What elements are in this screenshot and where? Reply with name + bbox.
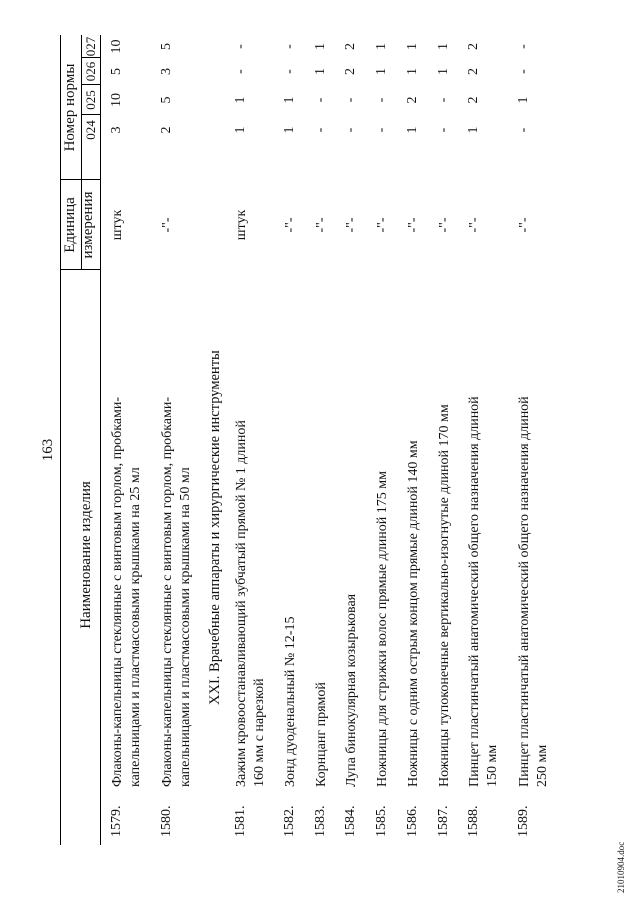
row-norm-027: 10 xyxy=(109,39,124,54)
row-name-line1: Корнцанг прямой xyxy=(314,682,329,787)
row-norm-026: 1 xyxy=(374,68,389,75)
row-name-line1: Ножницы для стрижки волос прямые длиной 175 мм xyxy=(375,471,390,787)
row-unit: -"- xyxy=(406,217,421,233)
header-norm-026: 026 xyxy=(83,61,98,82)
row-name-line2: капельницами и пластмассовыми крышками на 25 мл xyxy=(128,467,143,787)
header-norm-025: 025 xyxy=(83,90,98,110)
row-unit: -"- xyxy=(375,217,390,233)
row-name-line2: 160 мм с нарезкой xyxy=(252,678,267,787)
section-title: XXI. Врачебные аппараты и хирургические инструменты xyxy=(207,350,223,705)
row-name-line1: Пинцет пластинчатый анатомический общего назначения длиной xyxy=(467,396,482,787)
row-name-line1: Ножницы с одним острым концом прямые длиной 140 мм xyxy=(406,440,421,787)
row-norm-024: - xyxy=(313,127,328,133)
row-norm-026: 1 xyxy=(405,68,420,75)
row-norm-026: - xyxy=(233,69,248,74)
row-number: 1584. xyxy=(343,805,358,837)
header-bottom-rule xyxy=(100,35,101,845)
row-norm-027: - xyxy=(233,44,248,49)
header-unit-line2: измерения xyxy=(80,191,96,259)
row-norm-024: - xyxy=(516,127,531,133)
row-norm-025: 1 xyxy=(233,96,248,104)
header-norm-group: Номер нормы xyxy=(62,63,78,152)
row-norm-027: - xyxy=(282,44,297,49)
row-number: 1583. xyxy=(313,805,328,837)
row-unit: -"- xyxy=(344,217,359,233)
row-norm-027: 2 xyxy=(343,43,358,50)
table-top-rule xyxy=(60,35,61,845)
row-number: 1588. xyxy=(466,805,481,837)
row-norm-024: - xyxy=(374,127,389,133)
row-name-line2: 250 мм xyxy=(535,744,550,787)
row-norm-026: 5 xyxy=(109,68,124,75)
row-norm-025: 1 xyxy=(516,96,531,104)
row-norm-026: 2 xyxy=(343,68,358,75)
row-norm-025: 5 xyxy=(159,96,174,104)
row-norm-026: 2 xyxy=(466,68,481,75)
row-norm-027: 1 xyxy=(374,43,389,50)
row-name-line1: Флаконы-капельницы стеклянные с винтовым горлом, пробками- xyxy=(110,396,125,787)
row-norm-024: 2 xyxy=(159,126,174,134)
row-name-line1: Флаконы-капельницы стеклянные с винтовым горлом, пробками- xyxy=(160,396,175,787)
row-number: 1587. xyxy=(436,805,451,837)
row-name-line2: капельницами и пластмассовыми крышками на 50 мл xyxy=(178,467,193,787)
row-name-line1: Зажим кровоостанавливающий зубчатый прямой № 1 длиной xyxy=(234,420,249,787)
row-norm-024: 3 xyxy=(109,126,124,134)
row-unit: -"- xyxy=(283,217,298,233)
row-norm-025: - xyxy=(343,97,358,103)
row-norm-025: - xyxy=(313,97,328,103)
header-name-column: Наименование изделия xyxy=(78,481,94,629)
row-unit: штук xyxy=(110,209,125,241)
row-number: 1586. xyxy=(405,805,420,837)
row-norm-027: 2 xyxy=(466,43,481,50)
row-number: 1582. xyxy=(282,805,297,837)
row-unit: штук xyxy=(234,209,249,241)
header-norm-024: 024 xyxy=(83,120,98,140)
row-norm-027: 5 xyxy=(159,43,174,50)
row-norm-026: 3 xyxy=(159,68,174,75)
row-unit: -"- xyxy=(517,217,532,233)
file-name-footer: 21010904.doc xyxy=(616,841,626,893)
row-unit: -"- xyxy=(160,217,175,233)
row-norm-024: 1 xyxy=(233,126,248,134)
header-norm-027: 027 xyxy=(83,36,98,57)
row-number: 1581. xyxy=(233,805,248,837)
row-name-line1: Пинцет пластинчатый анатомический общего назначения длиной xyxy=(517,396,532,787)
row-norm-026: - xyxy=(282,69,297,74)
page-number: 163 xyxy=(40,438,56,462)
row-number: 1589. xyxy=(516,805,531,837)
row-norm-026: 1 xyxy=(436,68,451,75)
row-norm-025: 2 xyxy=(466,96,481,104)
row-norm-024: 1 xyxy=(405,126,420,134)
header-unit-line1: Единица xyxy=(62,197,78,253)
row-norm-024: - xyxy=(436,127,451,133)
row-norm-027: 1 xyxy=(436,43,451,50)
row-name-line1: Лупа бинокулярная козырьковая xyxy=(344,593,359,787)
row-norm-025: - xyxy=(436,97,451,103)
row-name-line2: 150 мм xyxy=(485,744,500,787)
row-norm-027: 1 xyxy=(313,43,328,50)
row-name-line1: Зонд дуоденальный № 12-15 xyxy=(283,616,298,787)
row-number: 1580. xyxy=(159,805,174,837)
row-name-line1: Ножницы тупоконечные вертикально-изогнутые длиной 170 мм xyxy=(437,404,452,787)
row-norm-027: 1 xyxy=(405,43,420,50)
row-unit: -"- xyxy=(437,217,452,233)
row-number: 1585. xyxy=(374,805,389,837)
row-norm-024: - xyxy=(343,127,358,133)
row-unit: -"- xyxy=(467,217,482,233)
row-norm-025: - xyxy=(374,97,389,103)
row-norm-024: 1 xyxy=(466,126,481,134)
row-norm-025: 10 xyxy=(109,93,124,107)
row-norm-026: 1 xyxy=(313,68,328,75)
row-norm-027: - xyxy=(516,44,531,49)
row-number: 1579. xyxy=(109,805,124,837)
row-norm-026: - xyxy=(516,69,531,74)
row-norm-025: 1 xyxy=(282,96,297,104)
row-norm-024: 1 xyxy=(282,126,297,134)
row-unit: -"- xyxy=(314,217,329,233)
row-norm-025: 2 xyxy=(405,96,420,104)
